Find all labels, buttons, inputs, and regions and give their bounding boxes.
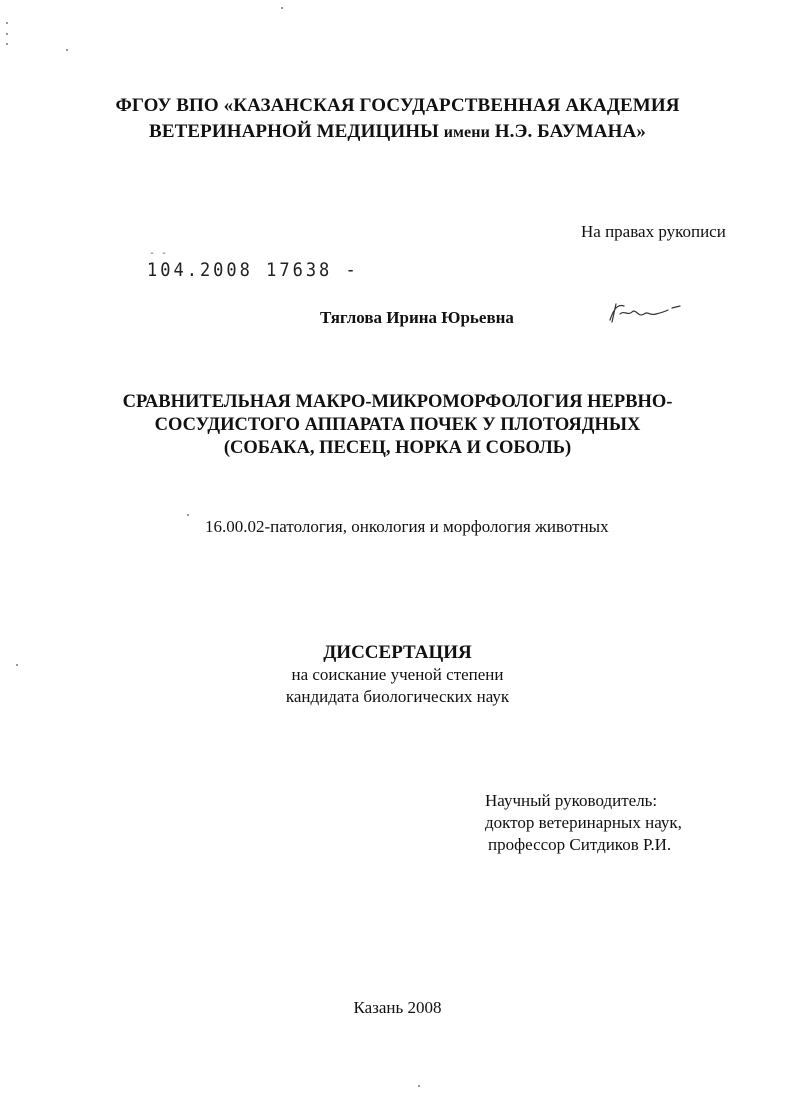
title-line-1: СРАВНИТЕЛЬНАЯ МАКРО-МИКРОМОРФОЛОГИЯ НЕРВНО-	[122, 392, 673, 412]
specialty-code: 16.00.02-патология, онкология и морфология животных	[205, 517, 609, 536]
scan-speck	[187, 514, 189, 516]
city-year: Казань 2008	[353, 998, 442, 1017]
degree-description	[0, 664, 795, 708]
dissertation-title	[0, 391, 795, 460]
scan-speck	[6, 43, 8, 45]
institution-line-2-part-a: ВЕТЕРИНАРНОЙ МЕДИЦИНЫ	[149, 121, 439, 142]
supervisor-block	[485, 790, 682, 856]
institution-line-2	[0, 119, 795, 146]
dissertation-label: ДИССЕРТАЦИЯ	[323, 642, 472, 663]
stamp-top-dash: - -	[149, 248, 168, 259]
scan-speck	[6, 22, 8, 24]
author-name: Тяглова Ирина Юрьевна	[320, 308, 514, 327]
title-line-3: (СОБАКА, ПЕСЕЦ, НОРКА И СОБОЛЬ)	[223, 438, 572, 458]
manuscript-rights-note: На правах рукописи	[581, 222, 726, 241]
library-stamp-number	[147, 259, 359, 281]
supervisor-line-3: профессор Ситдиков Р.И.	[488, 835, 672, 854]
degree-line-2: кандидата биологических наук	[285, 687, 510, 706]
scan-speck	[6, 33, 8, 35]
stamp-mark: -	[345, 259, 359, 282]
stamp-number-text: 104.2008 17638	[147, 259, 333, 282]
scan-speck	[281, 7, 283, 9]
scan-speck	[66, 49, 68, 51]
scan-speck	[418, 1085, 420, 1087]
institution-header	[0, 93, 795, 146]
title-line-2: СОСУДИСТОГО АППАРАТА ПОЧЕК У ПЛОТОЯДНЫХ	[154, 415, 641, 435]
author-signature	[604, 300, 684, 326]
supervisor-line-1: Научный руководитель:	[485, 791, 658, 810]
degree-line-1: на соискание ученой степени	[291, 665, 504, 684]
institution-line-2-part-b: имени	[443, 124, 490, 141]
supervisor-line-2: доктор ветеринарных наук,	[485, 813, 682, 832]
institution-line-1: ФГОУ ВПО «КАЗАНСКАЯ ГОСУДАРСТВЕННАЯ АКАДЕМИЯ	[115, 95, 680, 116]
institution-line-2-part-c: Н.Э. БАУМАНА»	[494, 121, 646, 142]
